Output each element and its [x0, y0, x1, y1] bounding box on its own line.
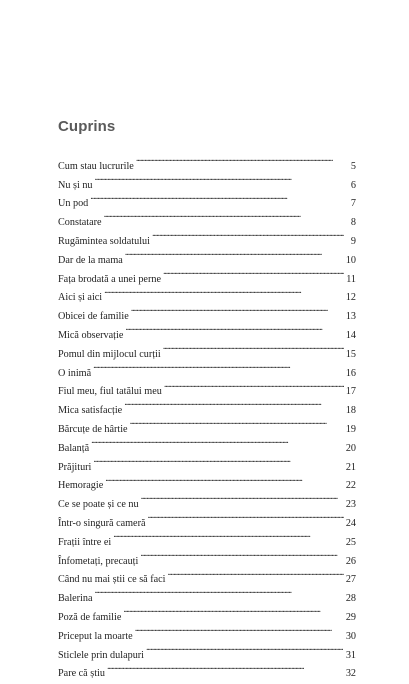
toc-entry [58, 206, 356, 229]
toc-entry-title: Când nu mai știi ce să faci [58, 574, 166, 586]
toc-entry-title: Rugămintea soldatului [58, 235, 150, 247]
toc-entry-page-number: 30 [345, 630, 356, 642]
toc-entry-title: O inimă [58, 367, 92, 379]
toc-entry-page-number: 23 [345, 499, 356, 511]
toc-entry-title: Nu și nu [58, 179, 93, 191]
page-title: Cuprins [58, 118, 116, 135]
dot-leader [162, 338, 344, 357]
dot-leader [124, 319, 343, 338]
toc-entry-page-number: 29 [345, 611, 356, 623]
toc-entry-title: Balerina [58, 593, 93, 605]
dot-leader [130, 300, 344, 319]
toc-entry [58, 601, 356, 623]
dot-leader [122, 601, 343, 620]
toc-entry [58, 225, 356, 247]
dot-leader [146, 507, 343, 526]
dot-leader [139, 545, 343, 564]
toc-entry-title: Sticlele prin dulapuri [58, 649, 145, 661]
toc-entry-title: Fața brodată a unei perne [58, 273, 161, 285]
toc-entry-title: Hemoragie [58, 480, 104, 492]
toc-entry-title: Priceput la moarte [58, 630, 133, 642]
dot-leader [167, 564, 344, 583]
table-of-contents [58, 150, 356, 680]
dot-leader [92, 451, 343, 470]
dot-leader [145, 639, 344, 658]
dot-leader [104, 470, 344, 489]
toc-entry-title: Mica satisfacție [58, 405, 123, 417]
dot-leader [151, 225, 344, 244]
toc-entry-title: Prăjituri [58, 461, 92, 473]
toc-entry [58, 357, 356, 379]
dot-leader [123, 394, 344, 413]
toc-entry-title: Un pod [58, 198, 89, 210]
dot-leader [103, 282, 344, 301]
toc-entry-page-number: 14 [345, 329, 356, 341]
toc-entry-page-number: 28 [345, 593, 356, 605]
toc-entry-title: Bărcuțe de hârtie [58, 423, 128, 435]
toc-entry-page-number: 18 [345, 405, 356, 417]
toc-entry [58, 169, 356, 191]
dot-leader [124, 244, 344, 263]
toc-entry-title: Mică observație [58, 329, 124, 341]
dot-leader [94, 582, 344, 601]
toc-entry-page-number: 11 [346, 273, 356, 285]
toc-entry-page-number: 10 [345, 254, 356, 266]
toc-entry-title: Cum stau lucrurile [58, 160, 134, 172]
dot-leader [140, 488, 344, 507]
toc-entry-page-number: 31 [345, 649, 356, 661]
toc-entry [58, 432, 356, 454]
dot-leader [92, 357, 344, 376]
dot-leader [162, 263, 344, 282]
toc-entry [58, 188, 356, 210]
toc-entry [58, 582, 356, 605]
toc-entry-page-number: 25 [345, 536, 356, 548]
toc-entry-title: Ce se poate și ce nu [58, 499, 139, 511]
toc-entry-title: Constatare [58, 217, 102, 229]
toc-entry-page-number: 12 [345, 292, 356, 304]
toc-entry-page-number: 16 [345, 367, 356, 379]
toc-entry-page-number: 22 [345, 480, 356, 492]
toc-entry-page-number: 26 [345, 555, 356, 567]
toc-entry [58, 470, 356, 492]
toc-entry-title: Într-o singură cameră [58, 517, 146, 529]
toc-entry [58, 451, 356, 473]
toc-entry-page-number: 7 [350, 198, 356, 210]
toc-entry-title: Balanță [58, 442, 90, 454]
toc-entry [58, 150, 356, 172]
dot-leader [103, 206, 344, 225]
dot-leader [112, 526, 344, 545]
toc-entry-title: Aici și aici [58, 292, 103, 304]
toc-entry-title: Dar de la mama [58, 254, 123, 266]
dot-leader [129, 413, 344, 432]
toc-entry-title: Poză de familie [58, 611, 122, 623]
toc-entry-page-number: 32 [345, 668, 356, 680]
toc-entry-page-number: 9 [350, 235, 356, 247]
toc-entry-title: Obicei de familie [58, 311, 129, 323]
toc-entry-title: Înfometați, precauți [58, 555, 139, 567]
dot-leader [106, 658, 344, 677]
toc-entry-page-number: 8 [350, 217, 356, 229]
dot-leader [163, 376, 344, 395]
toc-entry-page-number: 24 [345, 517, 356, 529]
toc-entry-page-number: 13 [345, 311, 356, 323]
toc-entry [58, 282, 356, 304]
toc-entry-page-number: 5 [350, 160, 356, 172]
dot-leader [135, 150, 344, 169]
toc-entry-page-number: 6 [350, 179, 356, 191]
toc-entry-title: Pomul din mijlocul curții [58, 348, 161, 360]
toc-entry-page-number: 15 [345, 348, 356, 360]
dot-leader [94, 169, 344, 188]
toc-entry [58, 376, 356, 398]
dot-leader [90, 432, 344, 451]
toc-entry-page-number: 21 [345, 461, 356, 473]
toc-entry-page-number: 17 [345, 386, 356, 398]
toc-entry-title: Frații între ei [58, 536, 112, 548]
toc-entry-page-number: 27 [345, 574, 356, 586]
dot-leader [89, 188, 344, 207]
toc-entry-page-number: 19 [345, 423, 356, 435]
dot-leader [134, 620, 344, 639]
toc-entry-page-number: 20 [345, 442, 356, 454]
toc-entry-title: Pare că știu [58, 668, 105, 680]
toc-entry-title: Fiul meu, fiul tatălui meu [58, 386, 162, 398]
